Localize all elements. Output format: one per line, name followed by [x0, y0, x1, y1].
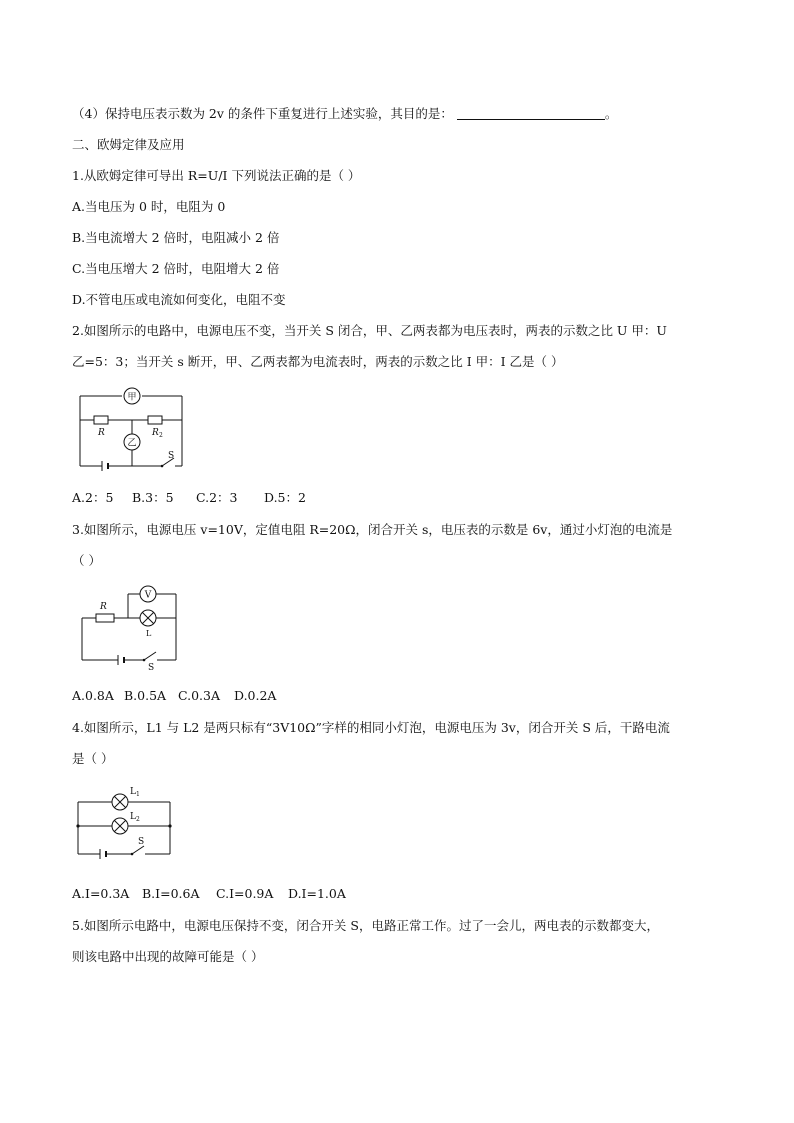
q1-stem: 1.从欧姆定律可导出 R=U/I 下列说法正确的是（ ）	[72, 168, 361, 183]
q4-circuit-figure	[76, 786, 176, 860]
q4-option-c: C.I=0.9A	[216, 886, 274, 901]
switch-s-label: S	[148, 663, 155, 673]
q3-options	[72, 688, 276, 704]
q4-option-a: A.I=0.3A	[72, 886, 130, 901]
q3-option-c: C.0.3A	[178, 688, 220, 703]
lamp-l1-label: L	[130, 787, 136, 797]
q4-option-b: B.I=0.6A	[142, 886, 200, 901]
q5-stem-line2: 则该电路中出现的故障可能是（ ）	[72, 949, 264, 964]
q1-option-b: B.当电流增大 2 倍时，电阻减小 2 倍	[72, 230, 280, 245]
q3-stem-line2: （ ）	[72, 553, 101, 568]
q3-option-b: B.0.5A	[124, 688, 167, 703]
q2-option-a: A.2：5	[72, 490, 114, 505]
q3-option-a: A.0.8A	[72, 688, 114, 703]
lamp-icon	[140, 610, 156, 626]
lamp-l2-label: L	[130, 812, 136, 822]
lamp-l2-subscript: 2	[136, 816, 140, 823]
resistor-r2-label: R	[152, 428, 159, 438]
resistor-r-label: R	[100, 602, 107, 612]
q1-option-c: C.当电压增大 2 倍时，电阻增大 2 倍	[72, 261, 280, 276]
meter-jia-label: 甲	[127, 392, 137, 403]
voltmeter-label: V	[144, 590, 152, 601]
switch-s-label: S	[168, 451, 175, 461]
q4-option-d: D.I=1.0A	[288, 886, 346, 901]
lamp-l1-icon	[112, 794, 128, 810]
q2-options	[72, 490, 306, 506]
q4-stem-line1: 4.如图所示，L1 与 L2 是两只标有“3V10Ω”字样的相同小灯泡，电源电压为 3v，闭合开关 S 后，干路电流	[72, 720, 670, 735]
q4-sub-end: 。	[604, 106, 618, 121]
q4-stem-line2: 是（ ）	[72, 751, 114, 766]
q2-option-b: B.3：5	[132, 490, 174, 505]
q1-option-a: A.当电压为 0 时，电阻为 0	[72, 199, 226, 214]
q4-sub-text: （4）保持电压表示数为 2v 的条件下重复进行上述实验，其目的是：	[72, 106, 453, 121]
switch-s-label: S	[138, 837, 145, 847]
lamp-l2-icon	[112, 818, 128, 834]
resistor-r2-subscript: 2	[159, 432, 163, 439]
q2-stem-line1: 2.如图所示的电路中，电源电压不变，当开关 S 闭合，甲、乙两表都为电压表时，两表的示数之比 U 甲：U	[72, 323, 667, 338]
q3-circuit-figure	[80, 584, 180, 673]
resistor-r-label: R	[98, 428, 105, 438]
section-title: 二、欧姆定律及应用	[72, 137, 185, 152]
q2-circuit-figure	[78, 382, 188, 472]
meter-yi-label: 乙	[127, 438, 137, 449]
q2-stem-line2: 乙=5：3；当开关 s 断开，甲、乙两表都为电流表时，两表的示数之比 I 甲：I 乙是（ ）	[72, 354, 564, 369]
q1-option-d: D.不管电压或电流如何变化，电阻不变	[72, 292, 286, 307]
q2-option-d: D.5：2	[264, 490, 306, 505]
q4-sub-question	[72, 106, 617, 122]
lamp-l1-subscript: 1	[136, 791, 140, 798]
answer-blank	[457, 107, 605, 120]
q3-stem-line1: 3.如图所示，电源电压 v=10V，定值电阻 R=20Ω，闭合开关 s，电压表的示数是 6v，通过小灯泡的电流是	[72, 522, 673, 537]
lamp-label: L	[146, 629, 152, 638]
q4-options	[72, 886, 346, 902]
q5-stem-line1: 5.如图所示电路中，电源电压保持不变，闭合开关 S，电路正常工作。过了一会儿，两电表的示数都变大，	[72, 918, 659, 933]
q2-option-c: C.2：3	[196, 490, 238, 505]
q3-option-d: D.0.2A	[234, 688, 277, 703]
